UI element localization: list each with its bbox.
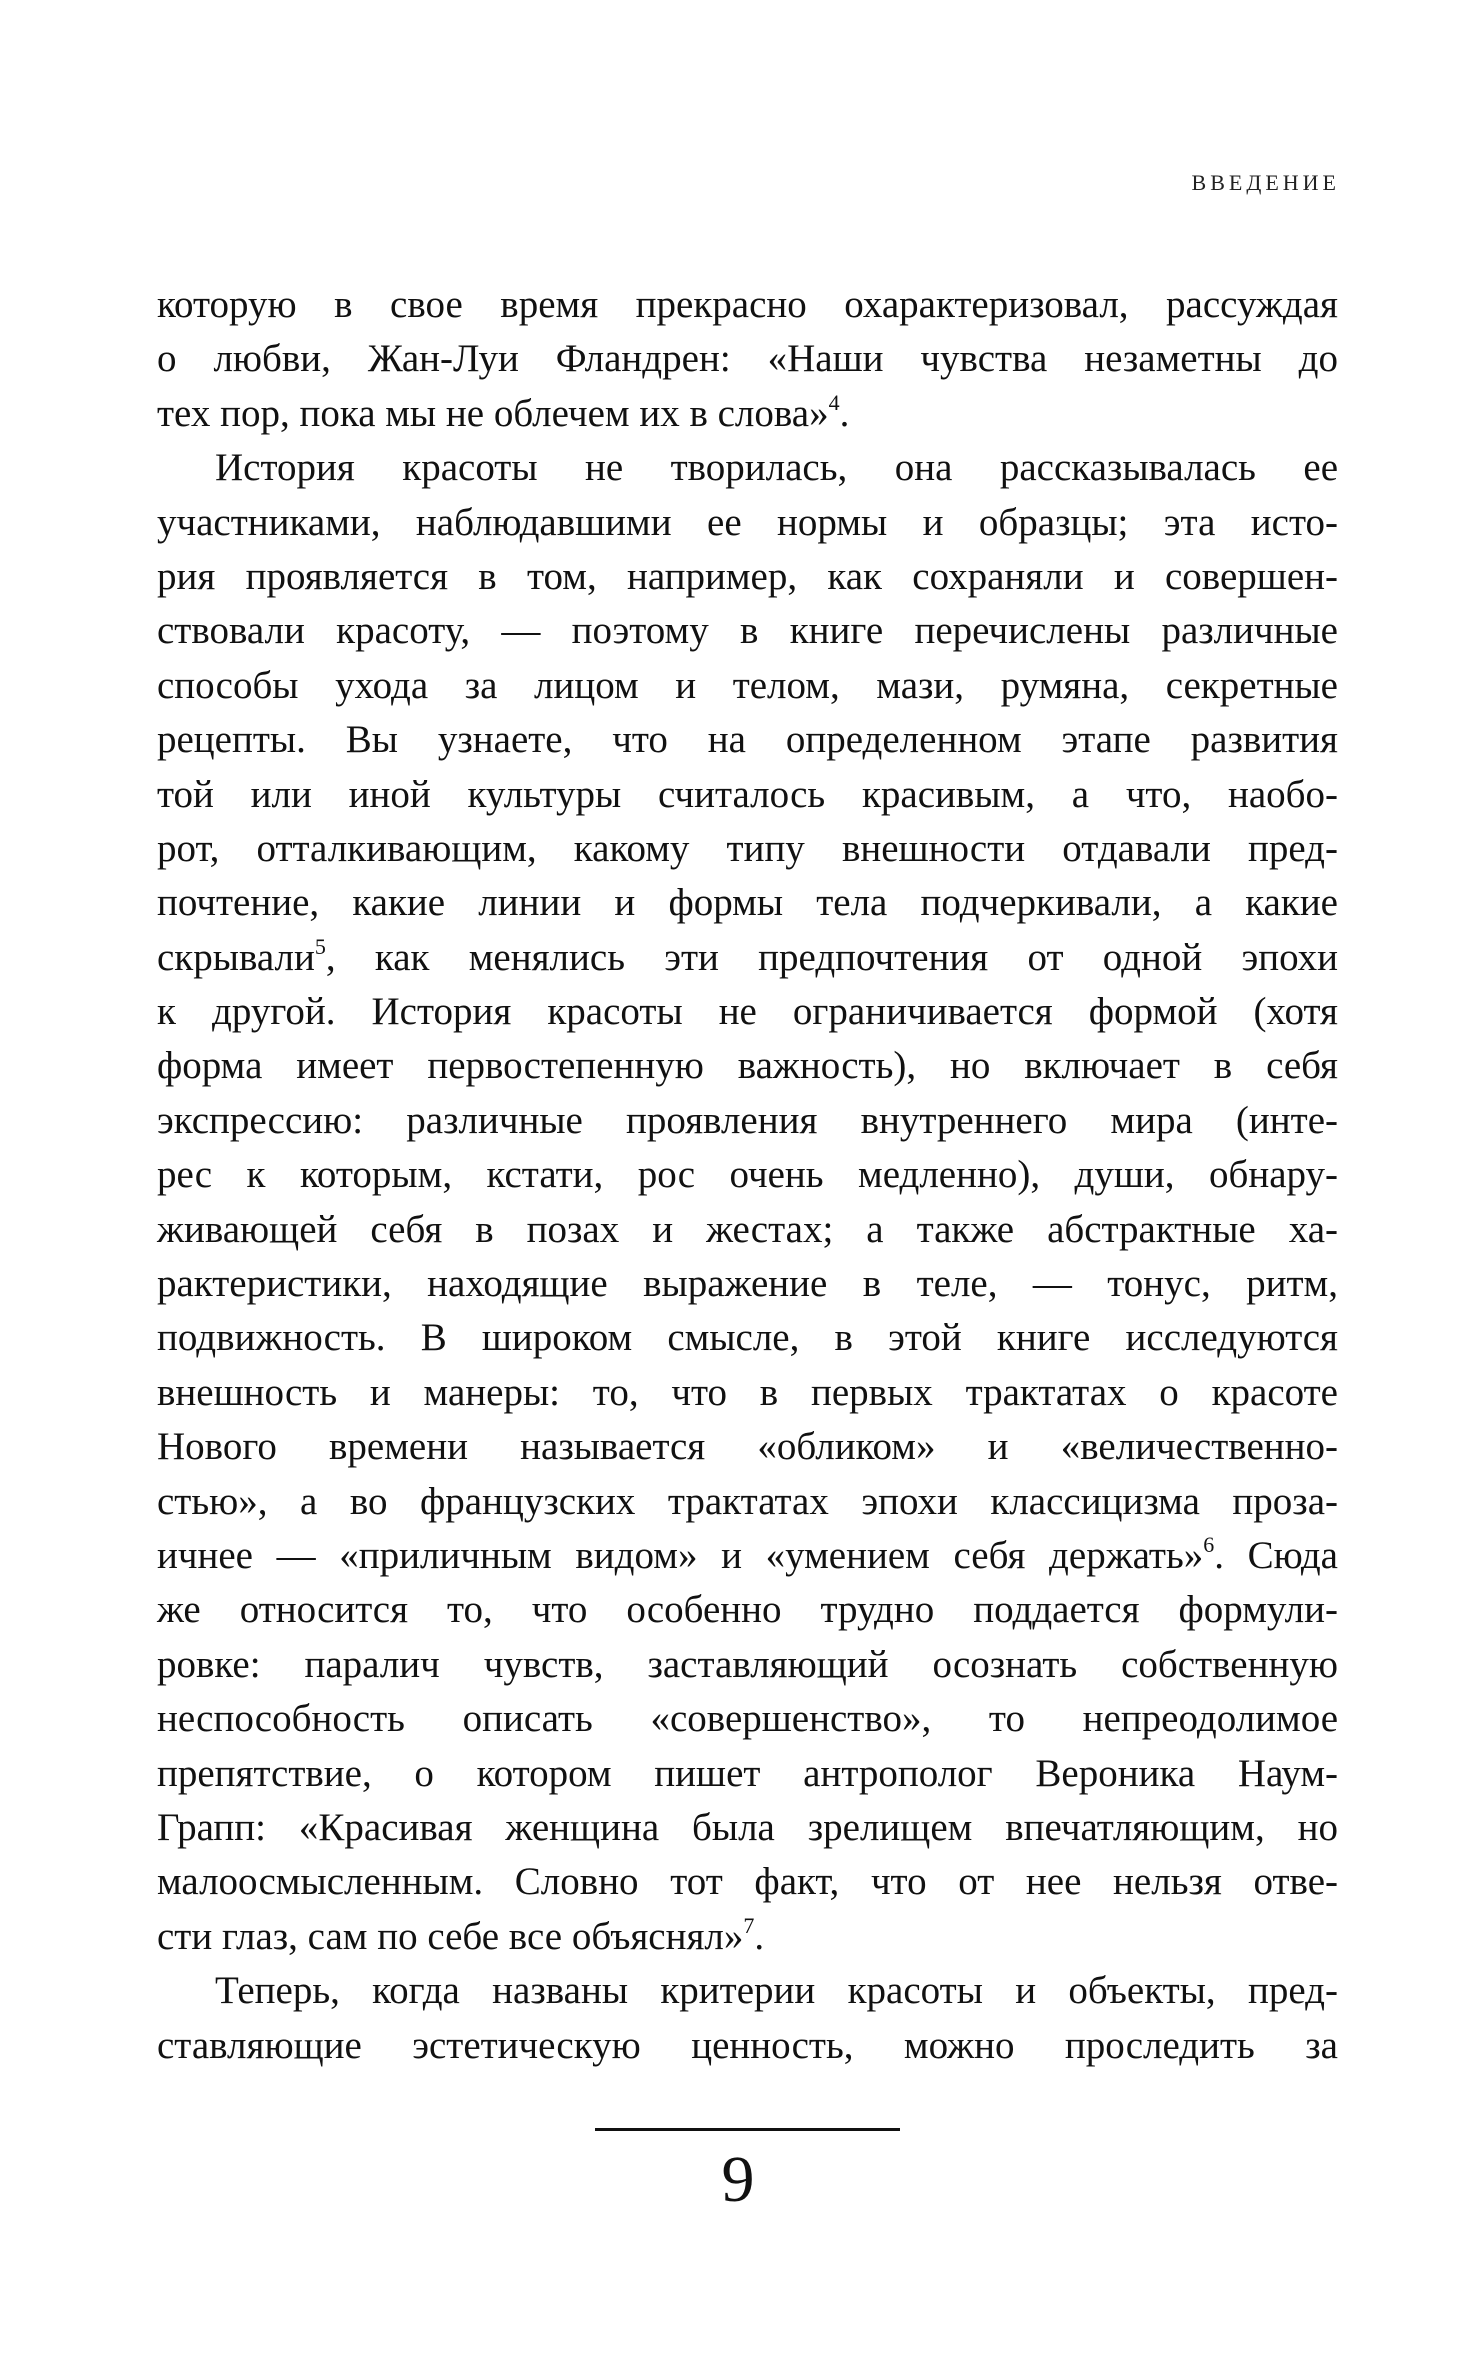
text-line [157,278,1338,332]
footnote-marker: 7 [743,1912,755,1938]
body-text [157,278,1338,2073]
footer-rule [595,2128,900,2131]
text-line-content: тех пор, пока мы не облечем их в слова» [157,391,829,435]
text-line [157,1747,1338,1801]
text-line-content: почтение, какие линии и формы тела подчеркивали, а какие [157,881,1338,925]
text-line [157,1855,1338,1909]
text-line-content: форма имеет первостепенную важность), но включает в себя [157,1044,1338,1088]
text-line-tail: . Сюда [1214,1533,1338,1577]
text-line-content: рактеристики, находящие выражение в теле, — тонус, ритм, [157,1262,1338,1306]
text-line [157,1039,1338,1093]
text-line-content: препятствие, о котором пишет антрополог Вероника Наум- [157,1751,1338,1795]
text-line-content: Грапп: «Красивая женщина была зрелищем впечатляющим, но [157,1805,1338,1849]
text-line-content: рот, отталкивающим, какому типу внешности отдавали пред- [157,826,1338,870]
text-line-content: экспрессию: различные проявления внутреннего мира (инте- [157,1098,1338,1142]
text-line [157,550,1338,604]
text-line-content: участниками, наблюдавшими ее нормы и образцы; эта исто- [157,500,1338,544]
text-line [157,332,1338,386]
text-line [157,659,1338,713]
text-line-content: сти глаз, сам по себе все объяснял» [157,1914,744,1958]
text-line-content: стью», а во французских трактатах эпохи классицизма проза- [157,1479,1338,1523]
text-line [157,1910,1338,1964]
text-line [157,931,1338,985]
text-line [157,713,1338,767]
text-line-content: малоосмысленным. Словно тот факт, что от нее нельзя отве- [157,1860,1338,1904]
text-line-content: же относится то, что особенно трудно поддается формули- [157,1588,1338,1632]
text-line-content: ствовали красоту, — поэтому в книге перечислены различные [157,609,1338,653]
page-number: 9 [721,2143,755,2216]
text-line [157,1801,1338,1855]
text-line [157,768,1338,822]
footnote-marker: 4 [828,389,840,415]
text-line-content: внешность и манеры: то, что в первых трактатах о красоте [157,1370,1338,1414]
text-line [157,1964,1338,2018]
text-line-content: неспособность описать «совершенство», то непреодолимое [157,1697,1338,1741]
text-line-content: живающей себя в позах и жестах; а также абстрактные ха- [157,1207,1338,1251]
text-line [157,1638,1338,1692]
text-line-content: Теперь, когда названы критерии красоты и объекты, пред- [215,1969,1338,2013]
text-line [157,1583,1338,1637]
text-line-content: той или иной культуры считалось красивым, а что, наобо- [157,772,1338,816]
text-line-content: История красоты не творилась, она рассказывалась ее [215,446,1338,490]
text-line-content: ставляющие эстетическую ценность, можно проследить за [157,2023,1338,2067]
text-line [157,496,1338,550]
text-line [157,1529,1338,1583]
text-line [157,1148,1338,1202]
text-line-tail: . [839,391,850,435]
text-line [157,604,1338,658]
text-line-content: рия проявляется в том, например, как сохраняли и совершен- [157,554,1338,598]
text-line [157,985,1338,1039]
text-line [157,1366,1338,1420]
text-line [157,2019,1338,2073]
text-line [157,1257,1338,1311]
text-line [157,1311,1338,1365]
text-line-content: рес к которым, кстати, рос очень медленно), души, обнару- [157,1153,1338,1197]
text-line [157,387,1338,441]
text-line-content: к другой. История красоты не ограничивается формой (хотя [157,990,1338,1034]
text-line-content: о любви, Жан-Луи Фландрен: «Наши чувства незаметны до [157,337,1338,381]
text-line-tail: . [754,1914,765,1958]
text-line-content: Нового времени называется «обликом» и «величественно- [157,1425,1338,1469]
text-line [157,441,1338,495]
text-line-content: способы ухода за лицом и телом, мази, румяна, секретные [157,663,1338,707]
text-line-content: подвижность. В широком смысле, в этой книге исследуются [157,1316,1338,1360]
text-line [157,1203,1338,1257]
text-line-content: ичнее — «приличным видом» и «умением себя держать» [157,1533,1204,1577]
text-line [157,1094,1338,1148]
footnote-marker: 5 [314,933,326,959]
text-line [157,822,1338,876]
text-line-content: скрывали [157,935,315,979]
text-line [157,876,1338,930]
footnote-marker: 6 [1203,1531,1215,1557]
text-line-content: рецепты. Вы узнаете, что на определенном этапе развития [157,718,1338,762]
text-line-content: которую в свое время прекрасно охарактеризовал, рассуждая [157,283,1338,326]
text-line-tail: , как менялись эти предпочтения от одной эпохи [325,935,1338,979]
running-head: ВВЕДЕНИЕ [1191,170,1340,195]
text-line [157,1475,1338,1529]
text-line [157,1692,1338,1746]
text-line-content: ровке: паралич чувств, заставляющий осознать собственную [157,1642,1338,1686]
text-line [157,1420,1338,1474]
